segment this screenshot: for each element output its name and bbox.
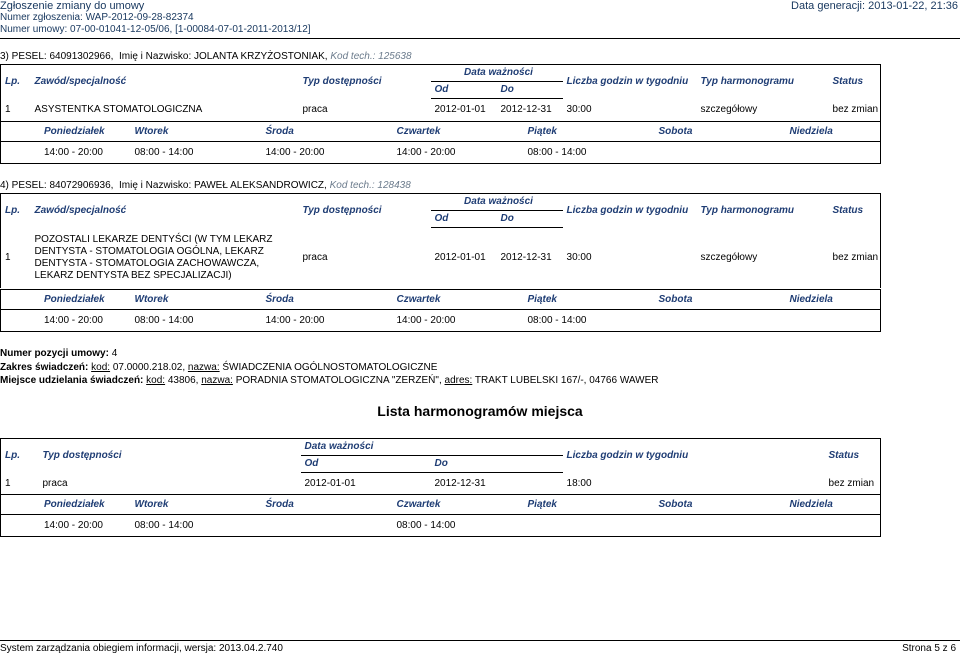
row-lp: 1 [1,228,31,288]
person-3-table [0,64,881,122]
col-to: Do [497,82,563,99]
day-tuesday: Wtorek [131,122,262,142]
scope-name: ŚWIADCZENIA OGÓLNOSTOMATOLOGICZNE [222,362,438,373]
day-friday: Piątek [524,495,655,515]
place-adres-label: adres: [444,375,473,386]
day-saturday: Sobota [655,122,786,142]
contract-number: Numer umowy: 07-00-01041-12-05/06, [1-00084-07-01-2011-2013/12] [0,24,311,35]
person-3-name: Imię i Nazwisko: JOLANTA KRZYŻOSTONIAK, [119,51,328,62]
day-sunday: Niedziela [786,122,881,142]
row-from: 2012-01-01 [304,477,356,489]
time-friday: 08:00 - 14:00 [524,142,655,164]
col-from: Od [301,456,431,473]
col-validity: Data ważności [431,194,563,211]
header-divider [0,38,960,39]
col-profession: Zawód/specjalność [31,194,299,228]
time-saturday [655,310,786,332]
day-monday: Poniedziałek [1,122,131,142]
footer-system: System zarządzania obiegiem informacji, wersja: 2013.04.2.740 [0,643,283,654]
row-from: 2012-01-01 [434,104,486,116]
person-4-pesel: 4) PESEL: 84072906936, [0,180,114,191]
table-row [1,473,881,495]
col-availability: Typ dostępności [299,65,431,99]
day-friday: Piątek [524,290,655,310]
row-hours: 30:00 [566,104,592,115]
day-thursday: Czwartek [393,122,524,142]
time-monday: 14:00 - 20:00 [1,142,131,164]
person-3-line [0,51,412,63]
row-lp: 1 [1,473,39,495]
generation-date: Data generacji: 2013-01-22, 21:36 [791,0,958,12]
place-code: 43806, [167,375,199,386]
col-hours: Liczba godzin w tygodniu [563,439,825,473]
person-4-line [0,180,411,192]
time-thursday: 14:00 - 20:00 [393,142,524,164]
person-4-name: Imię i Nazwisko: PAWEŁ ALEKSANDROWICZ, [119,180,327,191]
scope-label: Zakres świadczeń: [0,362,89,373]
scope-nazwa-label: nazwa: [187,362,220,373]
time-wednesday: 14:00 - 20:00 [262,142,393,164]
row-to: 2012-12-31 [434,477,486,489]
position-number-label: Numer pozycji umowy: [0,348,109,359]
day-thursday: Czwartek [393,495,524,515]
scope-kod-label: kod: [91,362,111,373]
row-profession: ASYSTENTKA STOMATOLOGICZNA [34,104,203,115]
time-sunday [786,515,881,537]
place-line [0,375,659,387]
time-friday [524,515,655,537]
row-profession: POZOSTALI LEKARZE DENTYŚCI (W TYM LEKARZ DENTYSTA - STOMATOLOGIA OGÓLNA, LEKARZ DENTYSTA - STOMATOLOGIA ZACHOWAWCZA, LEKARZ DENTYSTA BEZ SPECJALIZACJI) [34,233,273,281]
row-to: 2012-12-31 [500,104,552,116]
row-hours: 30:00 [566,251,592,263]
footer-page: Strona 5 z 6 [902,643,956,654]
col-availability: Typ dostępności [39,439,301,473]
day-saturday: Sobota [655,290,786,310]
day-monday: Poniedziałek [1,495,131,515]
day-monday: Poniedziałek [1,290,131,310]
place-nazwa-label: nazwa: [201,375,233,386]
person-4-table [0,193,881,288]
row-schedule-type: szczegółowy [700,104,758,115]
day-wednesday: Środa [262,290,393,310]
row-from: 2012-01-01 [434,251,486,263]
col-status: Status [829,194,881,228]
time-wednesday [262,515,393,537]
person-4-week-table [0,289,881,332]
col-to: Do [431,456,563,473]
col-lp: Lp. [1,439,39,473]
person-3-kod-tech: Kod tech.: 125638 [330,51,412,62]
time-thursday: 08:00 - 14:00 [393,515,524,537]
time-wednesday: 14:00 - 20:00 [262,310,393,332]
place-week-table [0,494,881,537]
position-number-value: 4 [111,348,118,359]
day-thursday: Czwartek [393,290,524,310]
day-sunday: Niedziela [786,495,881,515]
col-profession: Zawód/specjalność [31,65,299,99]
position-number-line [0,348,117,360]
day-sunday: Niedziela [786,290,881,310]
row-status: bez zmian [829,99,881,122]
col-validity: Data ważności [431,65,563,82]
person-3-pesel: 3) PESEL: 64091302966, [0,51,114,62]
request-number: Numer zgłoszenia: WAP-2012-09-28-82374 [0,12,194,23]
time-sunday [786,142,881,164]
col-to: Do [497,211,563,228]
place-address: TRAKT LUBELSKI 167/-, 04766 WAWER [474,375,659,386]
time-tuesday: 08:00 - 14:00 [131,310,262,332]
row-status: bez zmian [825,473,881,495]
time-monday: 14:00 - 20:00 [1,515,131,537]
day-wednesday: Środa [262,122,393,142]
week-hours-row [1,142,881,164]
person-4-kod-tech: Kod tech.: 128438 [329,180,411,191]
col-from: Od [431,82,497,99]
time-sunday [786,310,881,332]
week-hours-row [1,515,881,537]
col-schedule-type: Typ harmonogramu [697,65,829,99]
person-3-week-table [0,121,881,164]
day-tuesday: Wtorek [131,495,262,515]
footer-divider [0,640,960,641]
col-hours: Liczba godzin w tygodniu [563,194,697,228]
scope-line [0,362,437,374]
time-monday: 14:00 - 20:00 [1,310,131,332]
row-availability: praca [42,477,68,489]
col-status: Status [829,65,881,99]
scope-code: 07.0000.218.02, [112,362,186,373]
week-hours-row [1,310,881,332]
time-saturday [655,515,786,537]
table-row [1,228,881,288]
time-friday: 08:00 - 14:00 [524,310,655,332]
place-kod-label: kod: [146,375,166,386]
row-schedule-type: szczegółowy [700,251,758,263]
col-schedule-type: Typ harmonogramu [697,194,829,228]
row-availability: praca [302,104,328,115]
col-lp: Lp. [1,194,31,228]
col-from: Od [431,211,497,228]
time-tuesday: 08:00 - 14:00 [131,515,262,537]
time-tuesday: 08:00 - 14:00 [131,142,262,164]
time-thursday: 14:00 - 20:00 [393,310,524,332]
day-saturday: Sobota [655,495,786,515]
place-label: Miejsce udzielania świadczeń: [0,375,144,386]
row-availability: praca [302,251,328,263]
row-lp: 1 [1,99,31,122]
place-name: PORADNIA STOMATOLOGICZNA "ZERZEŃ", [235,375,442,386]
col-lp: Lp. [1,65,31,99]
col-validity: Data ważności [301,439,563,456]
day-friday: Piątek [524,122,655,142]
col-availability: Typ dostępności [299,194,431,228]
document-title: Zgłoszenie zmiany do umowy [0,0,145,12]
day-wednesday: Środa [262,495,393,515]
table-row [1,99,881,122]
time-saturday [655,142,786,164]
place-schedule-title: Lista harmonogramów miejsca [377,403,583,419]
col-status: Status [825,439,881,473]
day-tuesday: Wtorek [131,290,262,310]
row-to: 2012-12-31 [500,251,552,263]
place-schedule-table [0,438,881,495]
col-hours: Liczba godzin w tygodniu [563,65,697,99]
row-hours: 18:00 [566,477,592,489]
row-status: bez zmian [829,228,881,288]
